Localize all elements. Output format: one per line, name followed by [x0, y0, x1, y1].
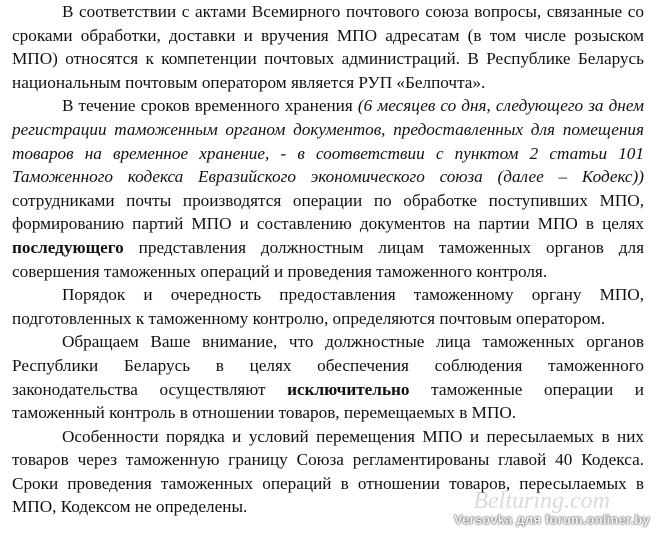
paragraph-2-text-e: представления должностным лицам таможенных органов для совершения таможенных операций и проведения таможенного контроля.: [12, 237, 644, 281]
paragraph-4: [12, 330, 644, 424]
paragraph-1: В соответствии с актами Всемирного почтового союза вопросы, связанные со сроками обработки, доставки и вручения МПО адресатам (в том числе розыском МПО) относятся к компетенции почтовых администраций. В Республике Беларусь национальным почтовым оператором является РУП «Белпочта».: [12, 2, 644, 92]
paragraph-2-italic-clause: (6 месяцев со дня, следующего за днем регистрации таможенным органом документов, предоставленных для помещения товаров на временное хранение, - в соответствии с пунктом 2 статьи 101 Таможенного кодекса Евразийского экономического союза (далее – Кодекс)): [12, 96, 644, 187]
paragraph-2-bold-word: последующего: [12, 237, 124, 257]
paragraph-4-text-a: Обращаем Ваше внимание, что должностные лица таможенных органов Республики Беларусь в целях обеспечения соблюдения таможенного законодательства осуществляют: [12, 332, 644, 399]
paragraph-3: Порядок и очередность предоставления таможенному органу МПО, подготовленных к таможенному контролю, определяются почтовым оператором.: [12, 285, 644, 328]
paragraph-2-text-a: В течение сроков временного хранения: [62, 96, 358, 116]
paragraph-2-text-c: сотрудниками почты производятся операции по обработке поступивших МПО, формированию партий МПО и составлению документов на партии МПО в целях: [12, 190, 644, 234]
watermark-text: Versovka для forum.onliner.by: [453, 512, 650, 528]
watermark-logo: Belturing.com: [473, 488, 610, 515]
paragraph-4-text-c: таможенные операции и таможенный контроль в отношении товаров, перемещаемых в МПО.: [12, 379, 644, 423]
paragraph-5: Особенности порядка и условий перемещения МПО и пересылаемых в них товаров через таможенную границу Союза регламентированы главой 40 Кодекса. Сроки проведения таможенных операций в отношении товаров, пересылаемых в МПО, Кодексом не определены.: [12, 426, 644, 517]
document-page: [12, 0, 644, 519]
paragraph-4-bold-word: исключительно: [287, 379, 410, 399]
paragraph-2: [12, 94, 644, 283]
